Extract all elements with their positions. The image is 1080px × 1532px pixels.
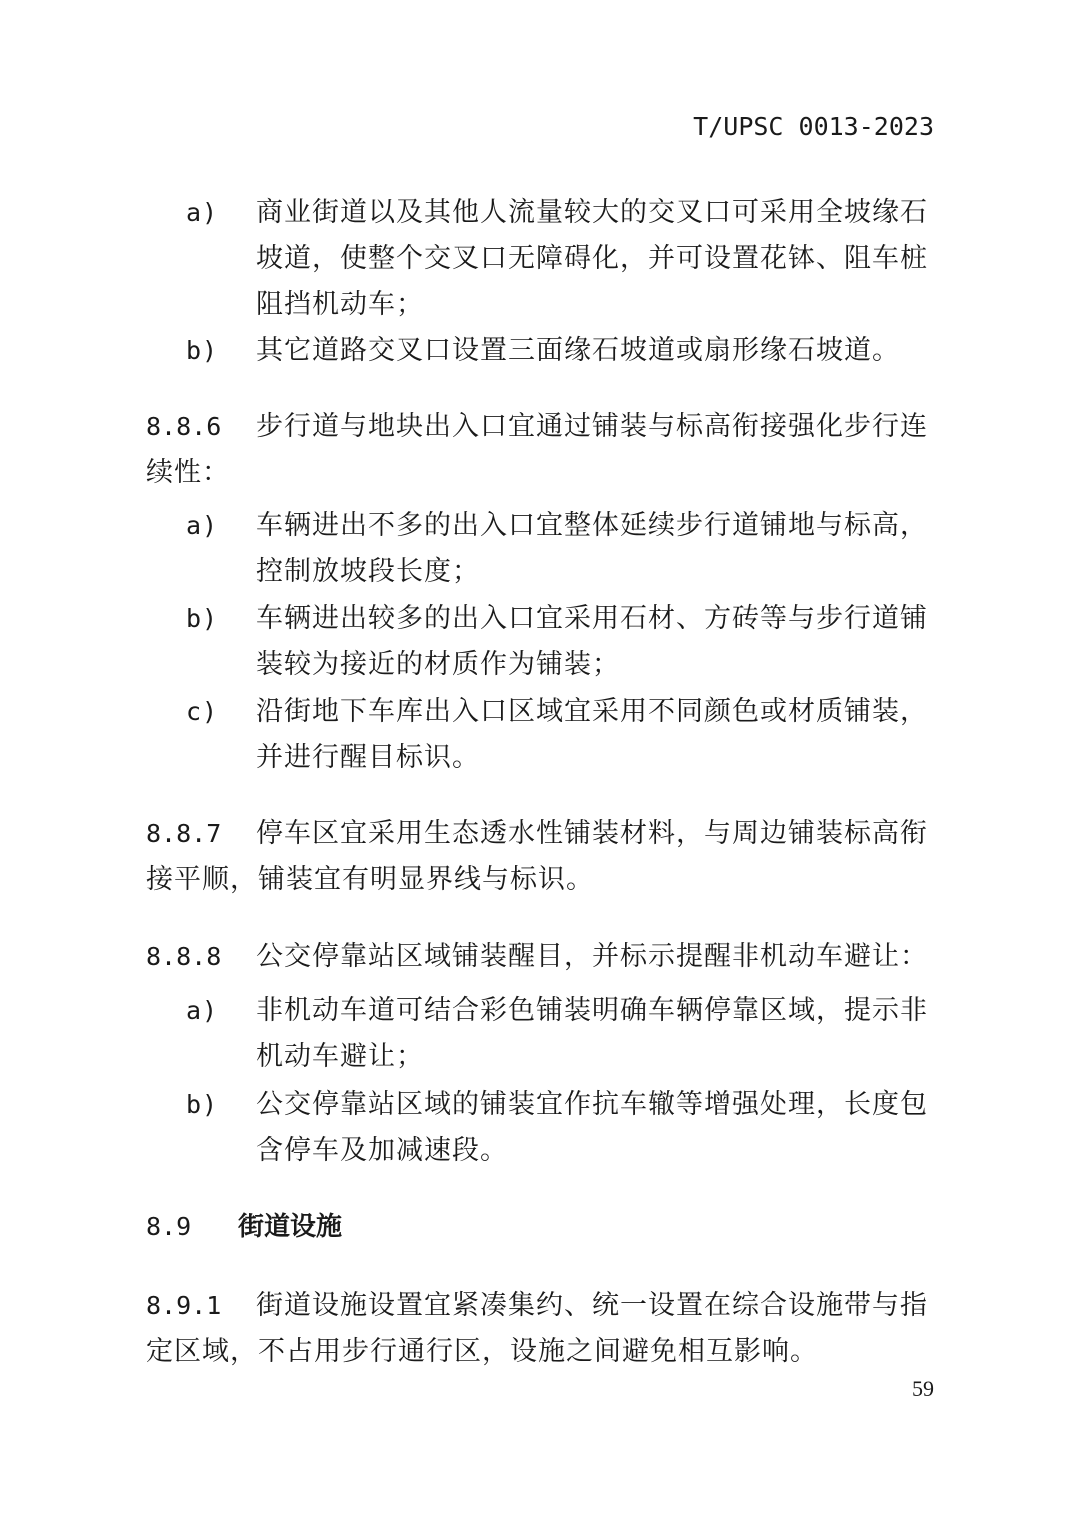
clause-8-9-1: [146, 1283, 936, 1375]
item-text: 沿街地下车库出入口区域宜采用不同颜色或材质铺装，并进行醒目标识。: [256, 696, 928, 773]
section-heading-8-9: [146, 1204, 342, 1250]
clause-8-8-8: [146, 934, 936, 980]
item-label: a): [186, 511, 219, 540]
item-text: 公交停靠站区域的铺装宜作抗车辙等增强处理，长度包含停车及加减速段。: [256, 1089, 928, 1166]
clause-8-8-6: [146, 404, 936, 496]
clause-text: 街道设施设置宜紧凑集约、统一设置在综合设施带与指定区域，不占用步行通行区，设施之间避免相互影响。: [146, 1290, 928, 1367]
item-text: 车辆进出较多的出入口宜采用石材、方砖等与步行道铺装较为接近的材质作为铺装；: [256, 603, 928, 680]
section-number: 8.9: [146, 1212, 192, 1241]
item-text: 车辆进出不多的出入口宜整体延续步行道铺地与标高，控制放坡段长度；: [256, 510, 928, 587]
page-number: 59: [912, 1376, 934, 1401]
clause-8-8-7: [146, 811, 936, 903]
item-label: b): [186, 604, 219, 633]
clause-text: 公交停靠站区域铺装醒目，并标示提醒非机动车避让：: [256, 941, 928, 972]
clause-number: 8.8.6: [146, 412, 222, 441]
clause-number: 8.8.8: [146, 942, 222, 971]
section-title: 街道设施: [238, 1212, 343, 1242]
item-label: c): [186, 697, 219, 726]
clause-text: 停车区宜采用生态透水性铺装材料，与周边铺装标高衔接平顺，铺装宜有明显界线与标识。: [146, 818, 928, 895]
clause-number: 8.9.1: [146, 1291, 222, 1320]
item-label: b): [186, 336, 219, 365]
item-label: b): [186, 1090, 219, 1119]
item-label: a): [186, 198, 219, 227]
item-label: a): [186, 996, 219, 1025]
item-text: 商业街道以及其他人流量较大的交叉口可采用全坡缘石坡道，使整个交叉口无障碍化，并可设置花钵、阻车桩阻挡机动车；: [256, 197, 928, 320]
clause-number: 8.8.7: [146, 819, 222, 848]
clause-text: 步行道与地块出入口宜通过铺装与标高衔接强化步行连续性：: [146, 411, 928, 488]
item-text: 非机动车道可结合彩色铺装明确车辆停靠区域，提示非机动车避让；: [256, 995, 928, 1072]
item-text: 其它道路交叉口设置三面缘石坡道或扇形缘石坡道。: [256, 335, 900, 366]
document-code: T/UPSC 0013-2023: [693, 112, 934, 141]
